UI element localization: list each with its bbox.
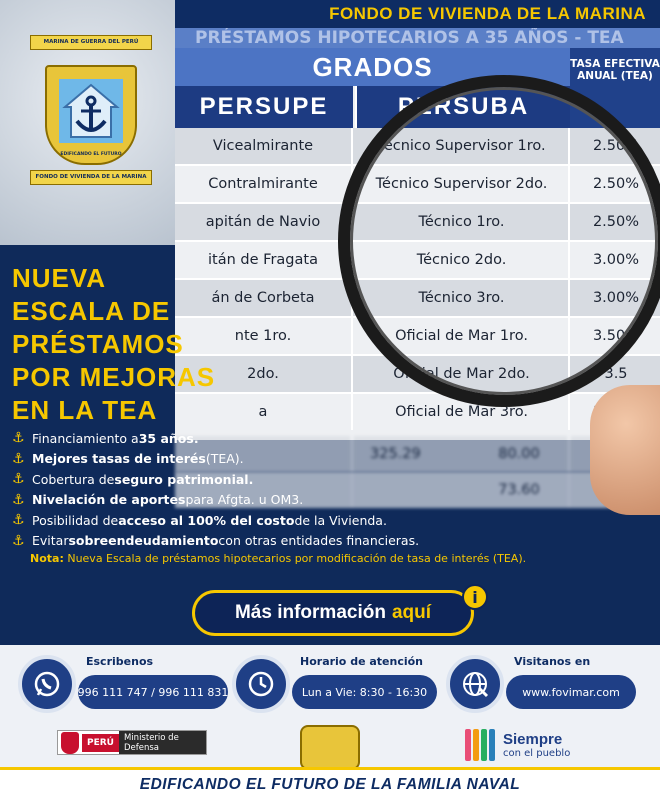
list-item	[12, 469, 652, 490]
table-row	[175, 128, 660, 164]
fovimar-crest-icon	[300, 725, 360, 770]
persupe-cell: a	[175, 394, 353, 430]
persupe-header: PERSUPE	[175, 86, 353, 128]
list-item	[12, 428, 652, 449]
list-item	[12, 490, 652, 511]
blurred-cell: 73.60	[498, 482, 540, 498]
header-title: FONDO DE VIVIENDA DE LA MARINA	[329, 4, 646, 23]
persupe-cell: apitán de Navio	[175, 204, 353, 240]
siempre-marks-icon	[465, 729, 497, 761]
tagline-bar	[0, 767, 660, 800]
emblem-top-ribbon: MARINA DE GUERRA DEL PERÚ	[30, 35, 152, 50]
emblem-panel	[0, 0, 175, 245]
tea-cell: 2.50%	[592, 176, 640, 192]
benefit-bold: Mejores tasas de interés	[32, 451, 206, 467]
benefit-list	[12, 428, 652, 551]
benefit-text: (TEA).	[205, 451, 244, 467]
persupe-cell: Vicealmirante	[175, 128, 353, 164]
peru-shield-icon	[61, 732, 79, 754]
tea-cell: 3.5	[604, 366, 628, 382]
benefit-bold: acceso al 100% del costo	[118, 512, 295, 528]
header-bar	[175, 0, 660, 28]
note-body: Nueva Escala de préstamos hipotecarios por modificación de tasa de interés (TEA).	[63, 552, 527, 565]
sub-banner	[175, 28, 660, 48]
persupe-cell: 2do.	[175, 356, 353, 392]
sub-banner-text: PRÉSTAMOS HIPOTECARIOS A 35 AÑOS - TEA	[195, 28, 624, 48]
benefit-text: Cobertura de	[32, 471, 115, 487]
table-row	[175, 242, 660, 278]
title-line: NUEVA	[12, 263, 107, 293]
emblem-bottom-ribbon: FONDO DE VIVIENDA DE LA MARINA	[30, 170, 152, 185]
benefit-bold: sobreendeudamiento	[68, 533, 219, 549]
persuba-cell: Oficial de Mar 3ro.	[355, 394, 570, 430]
contact-web	[446, 655, 646, 715]
list-item	[12, 531, 652, 552]
contact-label: Escribenos	[86, 655, 154, 668]
table-row	[175, 280, 660, 316]
siempre-line1: Siempre	[503, 731, 563, 748]
ministerio-label: Ministerio de Defensa	[119, 731, 206, 754]
blurred-cell: 325.29	[355, 436, 570, 472]
persupe-cell: nte 1ro.	[175, 318, 353, 354]
title-line: ESCALA DE	[12, 296, 171, 326]
grados-header	[175, 48, 570, 86]
grados-label: GRADOS	[312, 51, 433, 82]
siempre-line2: con el pueblo	[503, 748, 571, 759]
whatsapp-icon[interactable]	[18, 655, 76, 713]
anchor-icon: ⚓	[12, 491, 25, 508]
anchor-icon: ⚓	[12, 532, 25, 549]
benefit-text: con otras entidades financieras.	[218, 533, 420, 549]
contact-label: Horario de atención	[300, 655, 424, 668]
emblem-motto: EDIFICANDO EL FUTURO	[60, 152, 122, 157]
cta-highlight: aquí	[391, 602, 432, 623]
benefit-text: Evitar	[32, 533, 69, 549]
persuba-cell: Técnico Supervisor 2do.	[355, 166, 570, 202]
phone-link[interactable]: 996 111 747 / 996 111 831	[78, 675, 228, 709]
benefit-text: Financiamiento a	[32, 430, 139, 446]
persuba-cell: Técnico 3ro.	[355, 280, 570, 316]
title-line: PRÉSTAMOS	[12, 329, 184, 359]
persuba-cell: Técnico 2do.	[355, 242, 570, 278]
promo-title	[12, 262, 242, 427]
siempre-con-el-pueblo-logo	[465, 729, 570, 761]
benefit-bold: 35 años.	[138, 430, 199, 446]
tea-header: TASA EFECTIVA ANUAL (TEA)	[570, 48, 660, 128]
persupe-cell: itán de Fragata	[175, 242, 353, 278]
anchor-icon: ⚓	[12, 450, 25, 467]
table-row	[175, 318, 660, 354]
anchor-icon: ⚓	[12, 430, 25, 447]
tea-cell: 3.00%	[592, 290, 640, 306]
tea-cell: 3.00%	[592, 252, 640, 268]
persuba-cell: Oficial de Mar 1ro.	[355, 318, 570, 354]
peru-label: PERÚ	[82, 734, 119, 752]
tea-cell: 3.50%	[592, 328, 640, 344]
benefit-text: de la Vivienda.	[294, 512, 387, 528]
globe-icon[interactable]	[446, 655, 504, 713]
hours-text: Lun a Vie: 8:30 - 16:30	[292, 675, 437, 709]
website-link[interactable]: www.fovimar.com	[506, 675, 636, 709]
anchor-icon	[59, 79, 123, 143]
contact-whatsapp	[18, 655, 228, 715]
persuba-cell: Oficial de Mar 2do.	[355, 356, 570, 392]
footer-tagline: EDIFICANDO EL FUTURO DE LA FAMILIA NAVAL	[139, 776, 521, 793]
list-item	[12, 449, 652, 470]
more-info-button[interactable]	[192, 590, 474, 636]
table-row	[175, 356, 660, 392]
persupe-cell: Contralmirante	[175, 166, 353, 202]
benefit-bold: Nivelación de aportes	[32, 492, 186, 508]
persuba-cell: Técnico 1ro.	[355, 204, 570, 240]
anchor-icon: ⚓	[12, 471, 25, 488]
rate-table	[175, 48, 660, 440]
list-item	[12, 510, 652, 531]
benefit-text: Posibilidad de	[32, 512, 119, 528]
table-row	[175, 166, 660, 202]
blurred-cell: 80.00	[498, 446, 540, 462]
title-line: POR MEJORAS	[12, 362, 216, 392]
fovimar-emblem	[30, 35, 152, 185]
benefit-bold: seguro patrimonial.	[114, 471, 254, 487]
emblem-shield	[45, 65, 137, 165]
contact-hours	[232, 655, 442, 715]
contact-label: Visitanos en	[514, 655, 591, 668]
table-row	[175, 204, 660, 240]
persuba-header: PERSUBA	[355, 86, 570, 128]
note-label: Nota:	[30, 552, 64, 565]
tea-cell: 2.50%	[592, 214, 640, 230]
tea-cell: 2.50%	[592, 138, 640, 154]
info-icon[interactable]: i	[462, 584, 488, 610]
ministerio-defensa-logo	[57, 730, 207, 755]
note-text	[30, 552, 650, 565]
benefit-text: para Afgta. u OM3.	[185, 492, 304, 508]
anchor-icon: ⚓	[12, 512, 25, 529]
persupe-cell: án de Corbeta	[175, 280, 353, 316]
table-row	[175, 394, 660, 430]
cta-label: Más información	[234, 602, 386, 623]
clock-icon	[232, 655, 290, 713]
persuba-cell: Técnico Supervisor 1ro.	[355, 128, 570, 164]
title-line: EN LA TEA	[12, 395, 158, 425]
